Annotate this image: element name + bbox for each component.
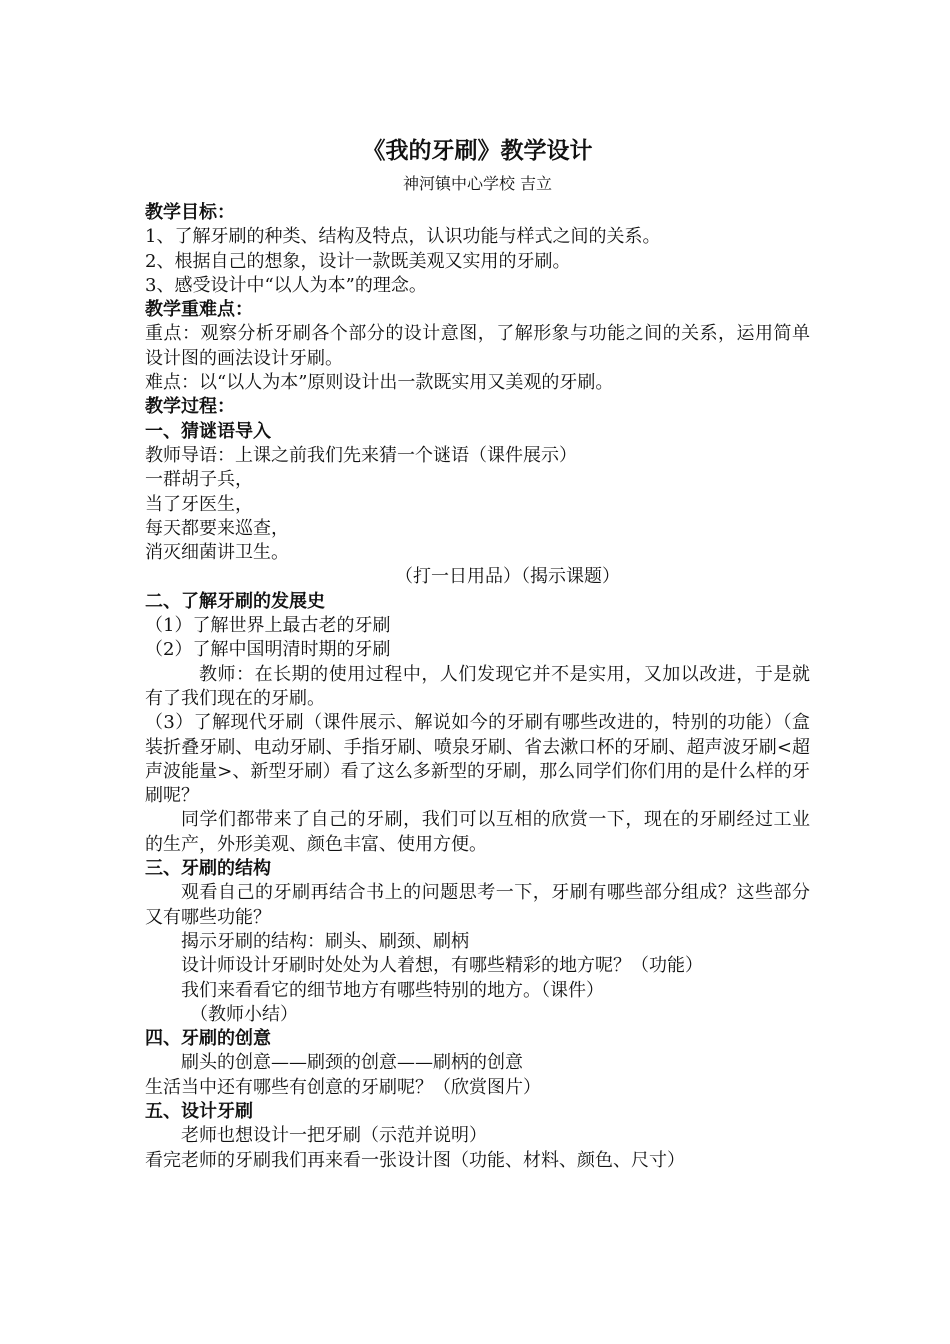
- section3-para-2: 揭示牙刷的结构：刷头、刷颈、刷柄: [181, 930, 469, 952]
- section5-heading: 五、设计牙刷: [145, 1100, 253, 1122]
- goal-item-1: 1、了解牙刷的种类、结构及特点，认识功能与样式之间的关系。: [145, 226, 661, 248]
- difficult-point-text: 难点：以“以人为本”原则设计出一款既实用又美观的牙刷。: [145, 372, 614, 394]
- process-heading: 教学过程：: [145, 396, 235, 418]
- section2-teacher-note: 教师：在长期的使用过程中，人们发现它并不是实用，又加以改进，于是就有了我们现在的牙刷。: [145, 663, 810, 709]
- key-points-heading: 教学重难点：: [145, 299, 253, 321]
- section5-para-1: 老师也想设计一把牙刷（示范并说明）: [181, 1125, 487, 1147]
- section3-para-5: （教师小结）: [190, 1003, 298, 1025]
- section4-para-2: 生活当中还有哪些有创意的牙刷呢？（欣赏图片）: [145, 1076, 541, 1098]
- section3-para-1: 观看自己的牙刷再结合书上的问题思考一下，牙刷有哪些部分组成？这些部分又有哪些功能？: [145, 882, 810, 928]
- goals-heading: 教学目标：: [145, 202, 235, 223]
- section2-paragraph: 同学们都带来了自己的牙刷，我们可以互相的欣赏一下，现在的牙刷经过工业的生产，外形美观、颜色丰富、使用方便。: [145, 809, 810, 855]
- section4-heading: 四、牙刷的创意: [145, 1028, 271, 1050]
- riddle-line-2: 当了牙医生，: [145, 493, 253, 515]
- riddle-answer: （打一日用品）（揭示课题）: [395, 566, 620, 588]
- section4-para-1: 刷头的创意——刷颈的创意——刷柄的创意: [181, 1052, 523, 1074]
- section3-heading: 三、牙刷的结构: [145, 858, 271, 880]
- document-body: [145, 133, 810, 1173]
- section2-heading: 二、了解牙刷的发展史: [145, 590, 325, 612]
- section5-para-2: 看完老师的牙刷我们再来看一张设计图（功能、材料、颜色、尺寸）: [145, 1149, 685, 1171]
- key-point-text: 重点：观察分析牙刷各个部分的设计意图，了解形象与功能之间的关系，运用简单设计图的画法设计牙刷。: [145, 323, 810, 369]
- riddle-line-4: 消灭细菌讲卫生。: [145, 542, 289, 564]
- author-line: 神河镇中心学校 吉立: [402, 174, 553, 193]
- section2-item-3: （3）了解现代牙刷（课件展示、解说如今的牙刷有哪些改进的，特别的功能）（盒装折叠牙刷、电动牙刷、手指牙刷、喷泉牙刷、省去漱口杯的牙刷、超声波牙刷<超声波能量>、新型牙刷）看了这么多新型的牙刷，那么同学们你们用的是什么样的牙刷呢？: [145, 712, 810, 807]
- riddle-line-3: 每天都要来巡查，: [145, 517, 289, 539]
- goal-item-2: 2、根据自己的想象，设计一款既美观又实用的牙刷。: [145, 250, 571, 272]
- section1-line-1: 教师导语：上课之前我们先来猜一个谜语（课件展示）: [145, 444, 577, 466]
- section3-para-3: 设计师设计牙刷时处处为人着想，有哪些精彩的地方呢？（功能）: [181, 955, 703, 977]
- section3-para-4: 我们来看看它的细节地方有哪些特别的地方。（课件）: [181, 979, 604, 1001]
- section2-item-1: （1）了解世界上最古老的牙刷: [145, 615, 391, 637]
- document-title: 《我的牙刷》教学设计: [362, 138, 593, 164]
- goal-item-3: 3、感受设计中“以人为本”的理念。: [145, 274, 427, 296]
- section2-item-2: （2）了解中国明清时期的牙刷: [145, 639, 391, 661]
- riddle-line-1: 一群胡子兵，: [145, 469, 253, 491]
- section1-heading: 一、猜谜语导入: [145, 420, 271, 442]
